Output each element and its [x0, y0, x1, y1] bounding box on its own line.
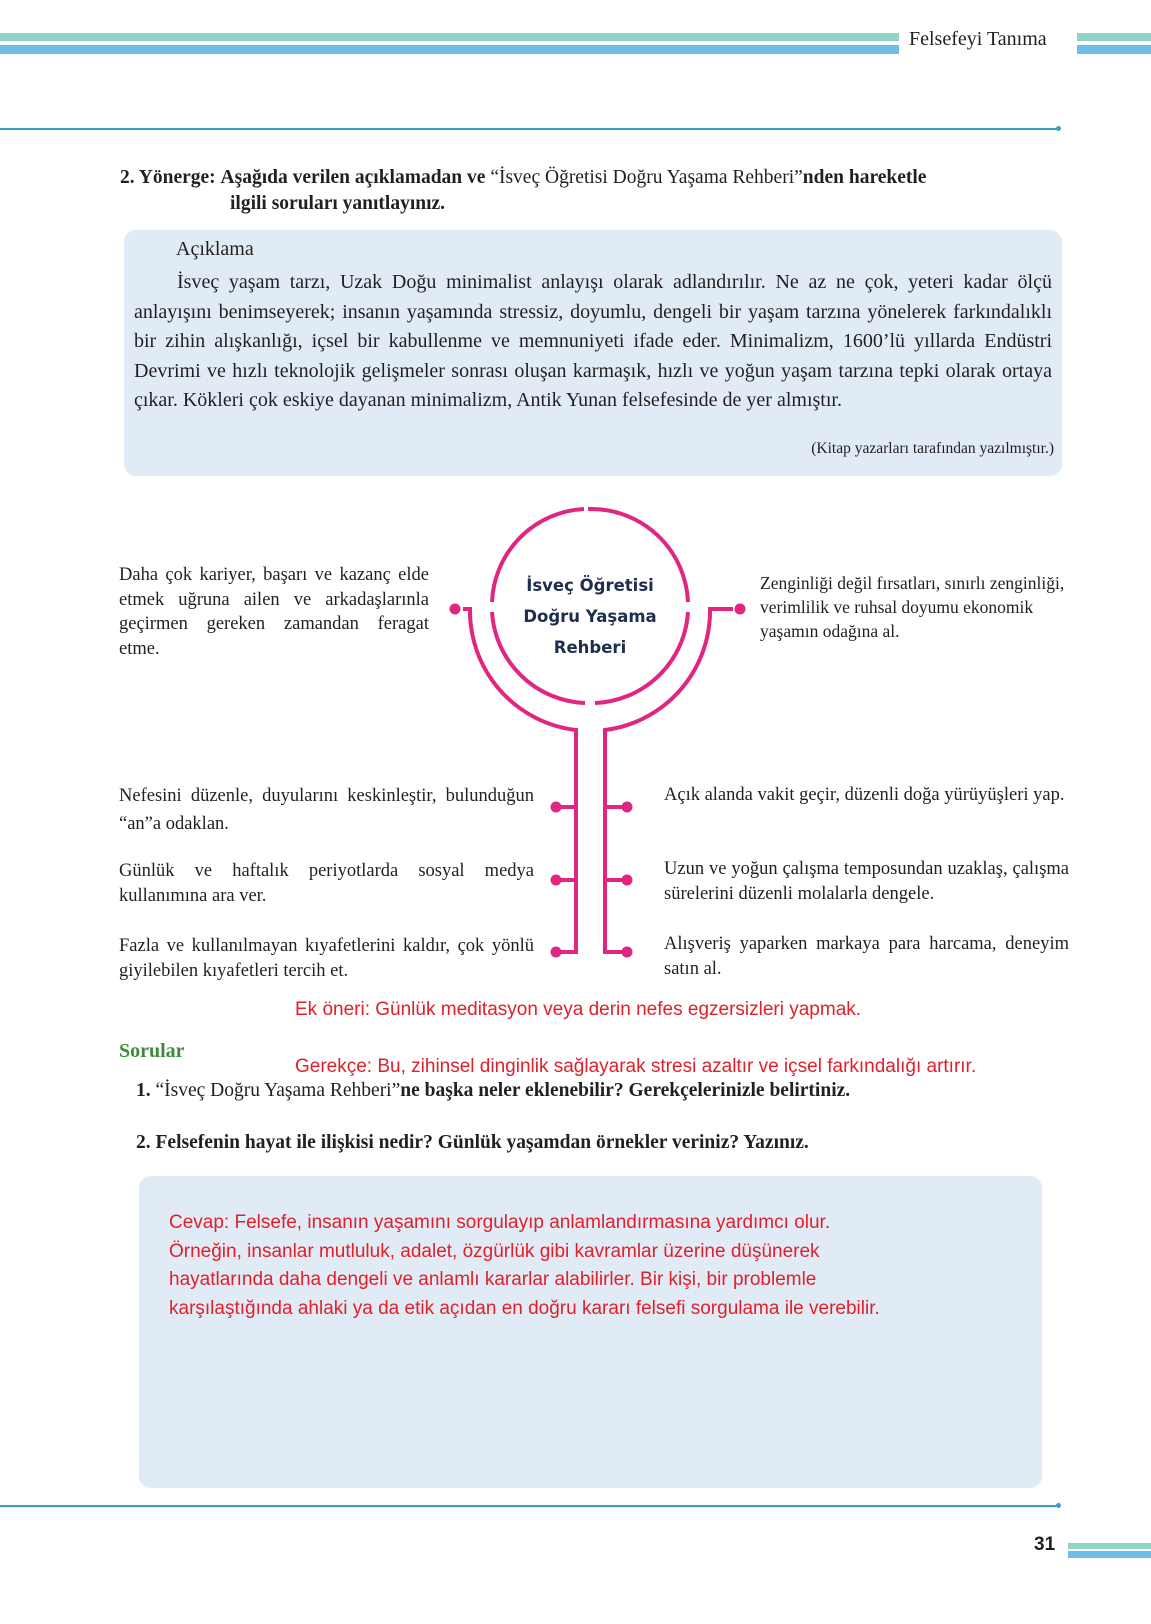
justification: Gerekçe: Bu, zihinsel dinginlik sağlayarak stresi azaltır ve içsel farkındalığı artırır.	[295, 1056, 977, 1077]
center-label-line-3: Rehberi	[553, 638, 627, 657]
explanation-title: Açıklama	[176, 238, 254, 260]
diagram-right-item-3: Alışveriş yaparken markaya para harcama, deneyim satın al.	[664, 934, 1069, 979]
questions-section-title: Sorular	[119, 1040, 185, 1062]
diagram-top-left-text: Daha çok kariyer, başarı ve kazanç elde etmek uğruna ailen ve arkadaşlarınla geçirmen gereken zamandan feragat etme.	[119, 565, 429, 659]
diagram-left-item-1: Nefesini düzenle, duyularını keskinleştir, bulunduğun “an”a odaklan.	[119, 786, 534, 834]
diagram-right-item-1: Açık alanda vakit geçir, düzenli doğa yürüyüşleri yap.	[664, 785, 1065, 805]
explanation-source: (Kitap yazarları tarafından yazılmıştır.)	[811, 440, 1054, 457]
footer-stripe-teal	[1068, 1543, 1151, 1549]
answer-line-4: karşılaştığında ahlaki ya da etik açıdan en doğru kararı felsefi sorgulama ile verebilir.	[169, 1297, 880, 1319]
node-dot	[622, 947, 633, 958]
directive-quoted: “İsveç Öğretisi Doğru Yaşama Rehberi”	[490, 167, 803, 188]
answer-line-3: hayatlarında daha dengeli ve anlamlı kararlar alabilirler. Bir kişi, bir problemle	[169, 1269, 817, 1290]
question-1	[136, 1080, 850, 1102]
page-number: 31	[1034, 1534, 1056, 1555]
diagram-center-label	[505, 570, 675, 663]
answer-line-2: Örneğin, insanlar mutluluk, adalet, özgürlük gibi kavramlar üzerine düşünerek	[169, 1240, 820, 1262]
question-1-number: 1.	[136, 1080, 151, 1101]
node-dot	[622, 802, 633, 813]
answer-line-1: Cevap: Felsefe, insanın yaşamını sorgulayıp anlamlandırmasına yardımcı olur.	[169, 1212, 831, 1233]
diagram-left-item-2: Günlük ve haftalık periyotlarda sosyal medya kullanımına ara ver.	[119, 861, 534, 906]
question-2	[136, 1132, 809, 1154]
node-dot	[551, 947, 562, 958]
diagram-right-item-2: Uzun ve yoğun çalışma temposundan uzaklaş, çalışma sürelerini düzenli molalarla dengele.	[664, 859, 1069, 904]
extra-suggestion: Ek öneri: Günlük meditasyon veya derin nefes egzersizleri yapmak.	[295, 999, 862, 1020]
chapter-title: Felsefeyi Tanıma	[909, 28, 1047, 50]
center-label-line-1: İsveç Öğretisi	[526, 576, 654, 595]
directive-bold-2: nden hareketle	[802, 167, 927, 188]
node-dot	[622, 875, 633, 886]
directive-bold-1: Aşağıda verilen açıklamadan ve	[220, 167, 486, 188]
diagram-top-right-text: Zenginliği değil fırsatları, sınırlı zenginliği, verimlilik ve ruhsal doyumu ekonomik yaşamın odağına al.	[760, 573, 1065, 641]
node-dot	[551, 875, 562, 886]
directive-line-2: ilgili soruları yanıtlayınız.	[230, 193, 446, 214]
question-2-text: 2. Felsefenin hayat ile ilişkisi nedir? Günlük yaşamdan örnekler veriniz? Yazınız.	[136, 1132, 809, 1153]
question-1-text: ne başka neler eklenebilir? Gerekçelerinizle belirtiniz.	[400, 1080, 851, 1101]
footer-stripe-blue	[1068, 1551, 1151, 1558]
diagram-left-item-3: Fazla ve kullanılmayan kıyafetlerini kaldır, çok yönlü giyilebilen kıyafetleri tercih et.	[119, 936, 534, 981]
answer-text	[169, 1209, 1029, 1323]
answer-box[interactable]	[139, 1176, 1042, 1488]
node-dot	[551, 802, 562, 813]
node-dot	[735, 604, 746, 615]
center-label-line-2: Doğru Yaşama	[523, 607, 657, 626]
node-dot	[450, 604, 461, 615]
directive-number: 2. Yönerge:	[120, 167, 216, 188]
bottom-divider	[0, 1505, 1058, 1507]
explanation-body: İsveç yaşam tarzı, Uzak Doğu minimalist anlayışı olarak adlandırılır. Ne az ne çok, yeteri kadar ölçü anlayışını benimseyerek; insanın yaşamında stressiz, doyumlu, dengeli bir yaşam tarzına yönelerek farkındalıklı bir zihin alışkanlığı, içsel bir kabullenme ve memnuniyeti ifade eder. Minimalizm, 1600’lü yıllarda Endüstri Devrimi ve hızlı teknolojik gelişmeler sonrası oluşan karmaşık, hızlı ve yoğun yaşam tarzına tepki olarak ortaya çıkar. Kökleri çok eskiye dayanan minimalizm, Antik Yunan felsefesinde de yer almıştır.	[134, 271, 1052, 411]
question-1-quoted: “İsveç Doğru Yaşama Rehberi”	[155, 1080, 401, 1101]
bottom-divider-dot	[1056, 1503, 1061, 1508]
